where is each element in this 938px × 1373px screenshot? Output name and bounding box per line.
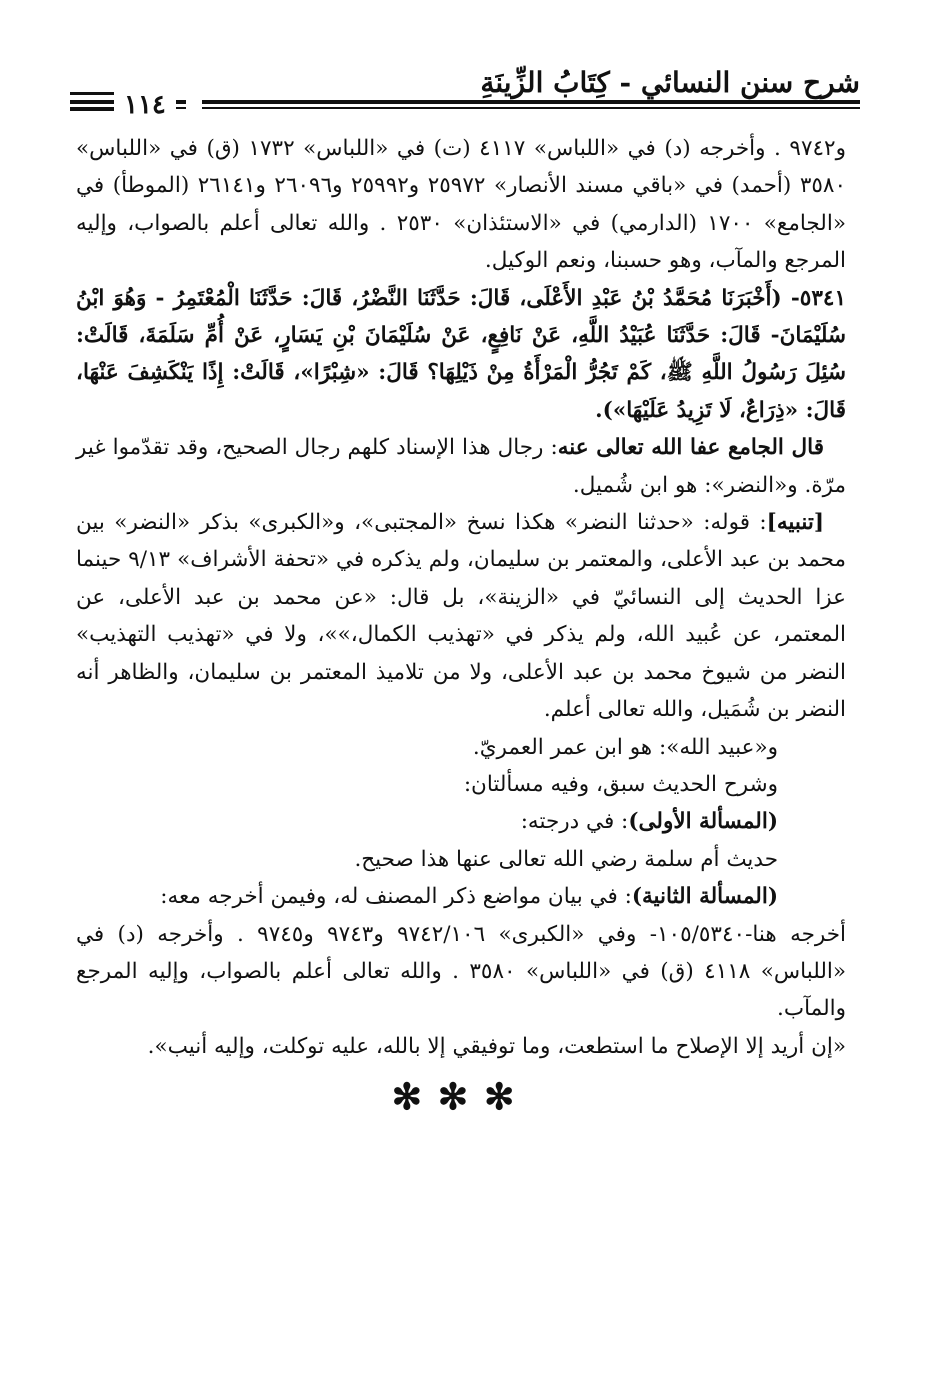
paragraph-two-issues: وشرح الحديث سبق، وفيه مسألتان:	[463, 771, 778, 797]
running-title: شرح سنن النسائي - كِتَابُ الزِّينَةِ	[480, 66, 860, 99]
paragraph-commentary	[76, 429, 846, 504]
paragraph-closing-verse: «إن أريد إلا الإصلاح ما استطعت، وما توفيقي إلا بالله، عليه توكلت، وإليه أنيب».	[147, 1033, 846, 1059]
issue-one-heading	[76, 803, 846, 840]
issue-two-heading	[76, 878, 846, 915]
issue-one-text: : في درجته:	[520, 809, 629, 835]
note-text: : قوله: «حدثنا النضر» هكذا نسخ «المجتبى»، و«الكبرى» بذكر «النضر» بين محمد بن عبد الأعلى، والمعتمر بن سليمان، ولم يذكره في «تحفة الأشراف» ٩/١٣ حينما عزا الحديث إلى النسائيّ في «الزينة»، بل قال: «عن محمد بن عبد الأعلى، عن المعتمر، عن عُبيد الله، ولم يذكر في «تهذيب الكمال،»»، ولا في «تهذيب التهذيب» النضر من شيوخ محمد بن عبد الأعلى، ولا من تلاميذ المعتمر بن سليمان، والظاهر أنه النضر بن شُمَيل، والله تعالى أعلم.	[76, 510, 846, 723]
issue-two-label: (المسألة الثانية)	[631, 884, 778, 910]
paragraph-takhrij-continued: و٩٧٤٢ . وأخرجه (د) في «اللباس» ٤١١٧ (ت) في «اللباس» ١٧٣٢ (ق) في «اللباس» ٣٥٨٠ (أحمد) في «باقي مسند الأنصار» ٢٥٩٧٢ و٢٥٩٩٢ و٢٦٠٩٦ و٢٦١٤١ (الموطأ) في «الجامع» ١٧٠٠ (الدارمي) في «الاستئذان» ٢٥٣٠ . والله تعالى أعلم بالصواب، وإليه المرجع والمآب، وهو حسبنا، ونعم الوكيل.	[76, 136, 847, 274]
header-rule-short-1	[70, 92, 114, 95]
note-lead: [تنبيه]	[766, 510, 824, 536]
page-number: ١١٤	[114, 88, 176, 122]
section-end-stars: ✻✻✻	[391, 1076, 531, 1119]
hadith-text: ٥٣٤١- (أَخْبَرَنَا مُحَمَّدُ بْنُ عَبْدِ الأَعْلَى، قَالَ: حَدَّثَنَا النَّضْرُ، قَالَ: حَدَّثَنَا الْمُعْتَمِرُ - وَهُوَ ابْنُ سُلَيْمَانَ- قَالَ: حَدَّثَنَا عُبَيْدُ اللَّهِ، عَنْ نَافِعٍ، عَنْ سُلَيْمَانَ بْنِ يَسَارٍ، عَنْ أُمِّ سَلَمَةَ، قَالَتْ: سُئِلَ رَسُولُ اللَّهِ ﷺ، كَمْ تَجُرُّ الْمَرْأَةُ مِنْ ذَيْلِهَا؟ قَالَ: «شِبْرًا»، قَالَتْ: إِذًا يَنْكَشِفَ عَنْهَا، قَالَ: «ذِرَاعٌ، لَا تَزِيدُ عَلَيْهَا»).	[76, 285, 846, 423]
issue-two-text: : في بيان مواضع ذكر المصنف له، وفيمن أخرجه معه:	[160, 884, 632, 910]
paragraph-grading: حديث أم سلمة رضي الله تعالى عنها هذا صحيح.	[354, 846, 778, 872]
commentary-lead: قال الجامع عفا الله تعالى عنه	[557, 435, 824, 461]
header-rule-gap	[186, 88, 202, 122]
paragraph-takhrij: أخرجه هنا-١٠٥/٥٣٤٠- وفي «الكبرى» ٩٧٤٢/١٠٦ و٩٧٤٣ و٩٧٤٥ . وأخرجه (د) في «اللباس» ٤١١٨ (ق) في «اللباس» ٣٥٨٠ . والله تعالى أعلم بالصواب، وإليه المرجع والمآب.	[76, 921, 847, 1022]
paragraph-ubaidullah: و«عبيد الله»: هو ابن عمر العمريّ.	[472, 734, 778, 760]
paragraph-note	[76, 504, 846, 728]
header-rule-short-2	[70, 100, 114, 103]
commentary-text: : رجال هذا الإسناد كلهم رجال الصحيح، وقد تقدّموا غير مرّة. و«النضر»: هو ابن شُميل.	[76, 435, 846, 498]
header-rule-short-3	[70, 108, 114, 111]
page-header	[70, 62, 860, 122]
page-body	[76, 130, 846, 1117]
issue-one-label: (المسألة الأولى)	[628, 809, 778, 835]
